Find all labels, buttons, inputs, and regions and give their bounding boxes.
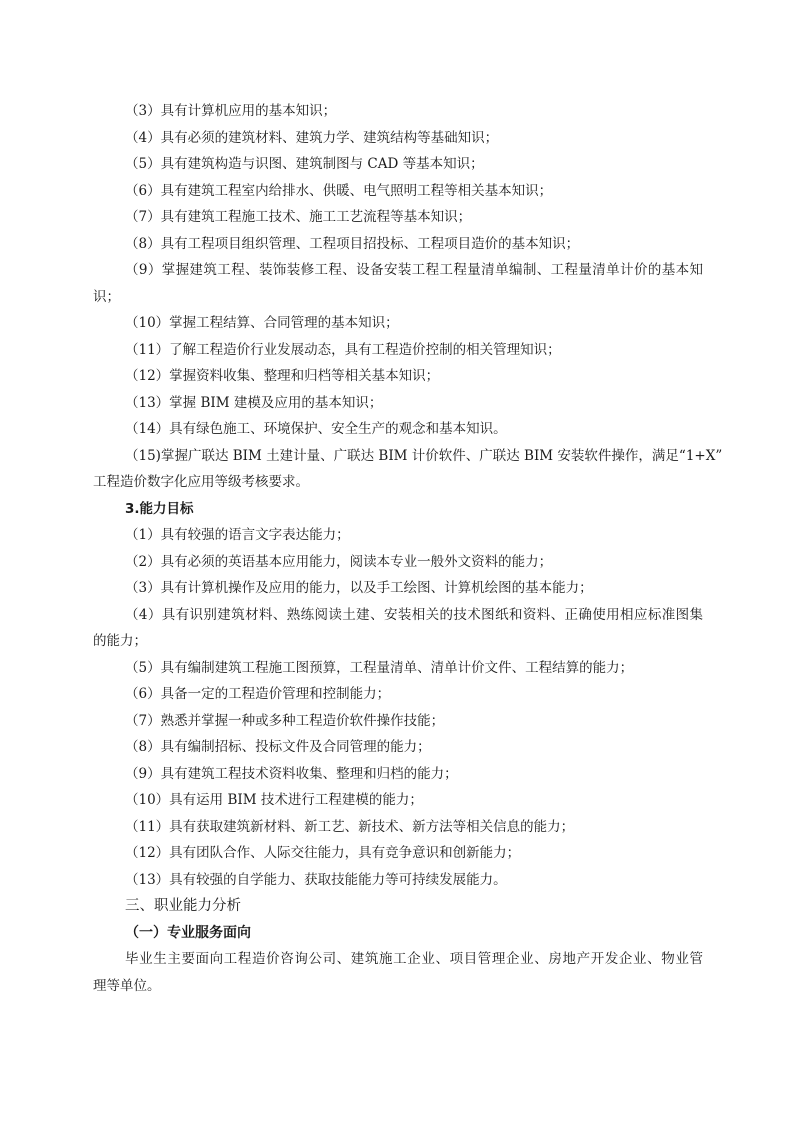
ability-item-8: （8）具有编制招标、投标文件及合同管理的能力； — [125, 739, 431, 755]
ability-item-11: （11）具有获取建筑新材料、新工艺、新技术、新方法等相关信息的能力； — [125, 818, 575, 835]
knowledge-item-15-line1: （15)掌握广联达 BIM 土建计量、广联达 BIM 计价软件、广联达 BIM 安装软件操作，满足“1+X” — [125, 447, 723, 464]
ability-item-6: （6）具备一定的工程造价管理和控制能力； — [125, 686, 391, 702]
ability-item-4-line2: 的能力； — [93, 633, 147, 649]
knowledge-item-11: （11）了解工程造价行业发展动态，具有工程造价控制的相关管理知识； — [125, 341, 561, 358]
service-paragraph-line1: 毕业生主要面向工程造价咨询公司、建筑施工企业、项目管理企业、房地产开发企业、物业管 — [125, 951, 703, 967]
knowledge-item-3: （3）具有计算机应用的基本知识； — [125, 103, 337, 119]
ability-item-2: （2）具有必须的英语基本应用能力，阅读本专业一般外文资料的能力； — [125, 553, 553, 570]
ability-item-1: （1）具有较强的语言文字表达能力； — [125, 527, 350, 543]
knowledge-item-14: （14）具有绿色施工、环境保护、安全生产的观念和基本知识。 — [125, 421, 507, 437]
document-body — [93, 98, 723, 999]
ability-item-4-line1: （4）具有识别建筑材料、熟练阅读土建、安装相关的技术图纸和资料、正确使用相应标准图集 — [125, 606, 703, 623]
knowledge-item-6: （6）具有建筑工程室内给排水、供暖、电气照明工程等相关基本知识； — [125, 182, 553, 199]
ability-item-9: （9）具有建筑工程技术资料收集、整理和归档的能力； — [125, 765, 458, 782]
knowledge-item-10: （10）掌握工程结算、合同管理的基本知识； — [125, 315, 399, 331]
knowledge-item-9-line1: （9）掌握建筑工程、装饰装修工程、设备安装工程工程量清单编制、工程量清单计价的基本知 — [125, 262, 703, 278]
knowledge-item-5: （5）具有建筑构造与识图、建筑制图与 CAD 等基本知识； — [125, 156, 484, 172]
knowledge-item-8: （8）具有工程项目组织管理、工程项目招投标、工程项目造价的基本知识； — [125, 235, 580, 252]
subsection-heading: （一）专业服务面向 — [125, 924, 251, 941]
knowledge-item-4: （4）具有必须的建筑材料、建筑力学、建筑结构等基础知识； — [125, 129, 499, 146]
knowledge-item-9-line2: 识； — [93, 288, 120, 305]
knowledge-item-13: （13）掌握 BIM 建模及应用的基本知识； — [125, 394, 383, 411]
service-paragraph-line2: 理等单位。 — [93, 977, 161, 994]
ability-heading: 3.能力目标 — [125, 500, 194, 517]
knowledge-item-7: （7）具有建筑工程施工技术、施工工艺流程等基本知识； — [125, 209, 472, 225]
ability-item-13: （13）具有较强的自学能力、获取技能能力等可持续发展能力。 — [125, 871, 507, 888]
ability-item-3: （3）具有计算机操作及应用的能力，以及手工绘图、计算机绘图的基本能力； — [125, 580, 593, 596]
ability-item-7: （7）熟悉并掌握一种或多种工程造价软件操作技能； — [125, 712, 445, 729]
ability-item-12: （12）具有团队合作、人际交往能力，具有竞争意识和创新能力； — [125, 845, 521, 861]
ability-item-5: （5）具有编制建筑工程施工图预算，工程量清单、清单计价文件、工程结算的能力； — [125, 659, 634, 676]
section-heading: 三、职业能力分析 — [125, 898, 241, 914]
ability-item-10: （10）具有运用 BIM 技术进行工程建模的能力； — [125, 792, 423, 808]
knowledge-item-12: （12）掌握资料收集、整理和归档等相关基本知识； — [125, 368, 440, 384]
knowledge-item-15-line2: 工程造价数字化应用等级考核要求。 — [93, 474, 309, 490]
